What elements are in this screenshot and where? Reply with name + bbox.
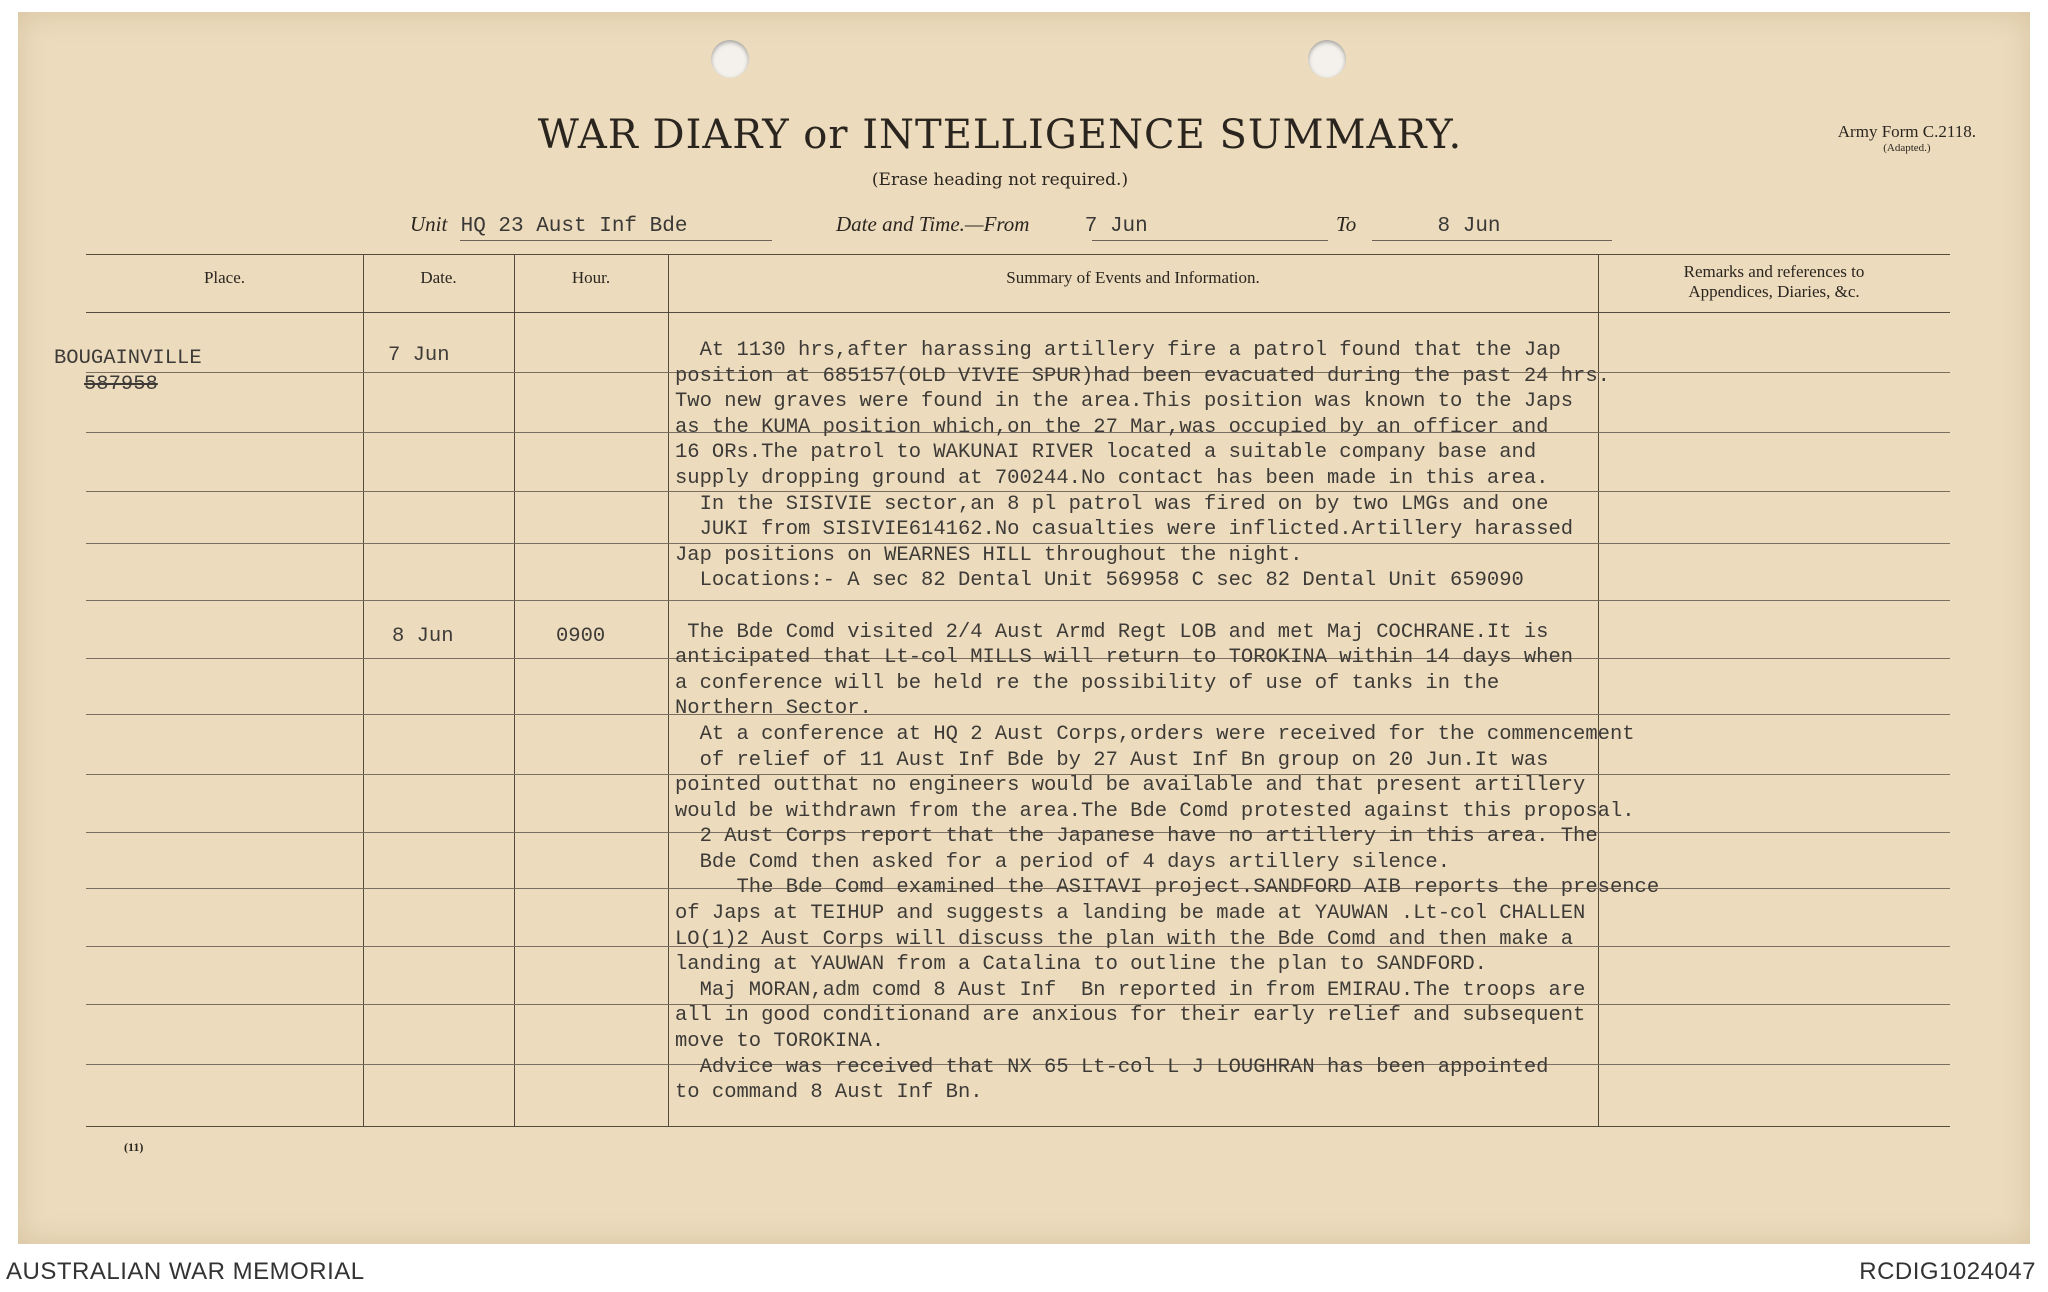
date-to-value: 8 Jun [1437,215,1501,238]
summary-line: supply dropping ground at 700244.No contact has been made in this area. [675,466,1549,490]
date-to-field [1336,212,1501,238]
summary-line: In the SISIVIE sector,an 8 pl patrol was fired on by two LMGs and one [675,492,1549,516]
summary-line: Maj MORAN,adm comd 8 Aust Inf Bn reported in from EMIRAU.The troops are [675,978,1586,1002]
summary-line: anticipated that Lt-col MILLS will return to TOROKINA within 14 days when [675,646,1574,670]
summary-text [675,338,1659,1106]
form-number: (11) [124,1140,144,1154]
summary-line: Locations:- A sec 82 Dental Unit 569958 C sec 82 Dental Unit 659090 [675,569,1524,593]
summary-line: The Bde Comd examined the ASITAVI project.SANDFORD AIB reports the presence [675,876,1660,900]
summary-line: a conference will be held re the possibility of use of tanks in the [675,671,1500,695]
date-to-label: To [1336,212,1357,236]
summary-line: At 1130 hrs,after harassing artillery fire a patrol found that the Jap [675,339,1561,362]
summary-line: Jap positions on WEARNES HILL throughout the night. [675,543,1303,567]
summary-line: Northern Sector. [675,697,872,721]
summary-line: position at 685157(OLD VIVIE SPUR)had been evacuated during the past 24 hrs. [675,364,1610,388]
summary-line: Advice was received that NX 65 Lt-col L J LOUGHRAN has been appointed [675,1055,1549,1079]
unit-field [410,212,687,238]
summary-line: would be withdrawn from the area.The Bde Comd protested against this proposal. [675,799,1635,823]
summary-line: LO(1)2 Aust Corps will discuss the plan with the Bde Comd and then make a [675,927,1574,951]
place-reference: 587958 [84,373,158,396]
summary-line: 16 ORs.The patrol to WAKUNAI RIVER located a suitable company base and [675,441,1537,465]
summary-line: to command 8 Aust Inf Bn. [675,1081,983,1105]
unit-underline [460,240,772,241]
column-divider-place [363,254,364,1126]
date-from-value: 7 Jun [1084,215,1148,238]
date-from-label: Date and Time.—From [836,212,1030,236]
summary-line: At a conference at HQ 2 Aust Corps,orders were received for the commencement [675,722,1635,746]
summary-line [675,594,1659,620]
column-header-hour: Hour. [571,268,611,287]
table-top-border [86,254,1950,255]
remarks-header-line2: Appendices, Diaries, &c. [1688,282,1860,301]
table-header-border [86,312,1950,313]
column-header-summary: Summary of Events and Information. [1006,268,1260,287]
summary-line: Two new graves were found in the area.This position was known to the Japs [675,390,1574,414]
army-form-note: (Adapted.) [1883,142,1931,154]
punch-hole-left [711,40,749,78]
summary-line: The Bde Comd visited 2/4 Aust Armd Regt LOB and met Maj COCHRANE.It is [675,620,1549,644]
footer-archive-name: AUSTRALIAN WAR MEMORIAL [6,1258,365,1285]
summary-line: Bde Comd then asked for a period of 4 days artillery silence. [675,850,1451,874]
diary-table [54,254,1950,1126]
column-divider-hour [668,254,669,1126]
summary-line: JUKI from SISIVIE614162.No casualties were inflicted.Artillery harassed [675,518,1574,542]
summary-line: 2 Aust Corps report that the Japanese have no artillery in this area. The [675,825,1598,849]
entry2-hour: 0900 [556,625,606,648]
summary-line: pointed outthat no engineers would be available and that present artillery [675,774,1586,798]
column-header-remarks [1598,262,1950,302]
date-to-underline [1372,240,1612,241]
footer-record-id: RCDIG1024047 [1859,1258,2036,1285]
summary-line: as the KUMA position which,on the 27 Mar,was occupied by an officer and [675,415,1549,439]
date-from-field [836,212,1148,238]
unit-label: Unit [410,212,448,236]
entry2-date: 8 Jun [392,625,454,648]
place-cell: BOUGAINVILLE [54,347,202,370]
summary-line: landing at YAUWAN from a Catalina to outline the plan to SANDFORD. [675,953,1487,977]
unit-value: HQ 23 Aust Inf Bde [460,215,688,238]
summary-line: of relief of 11 Aust Inf Bde by 27 Aust Inf Bn group on 20 Jun.It was [675,748,1549,772]
column-header-place: Place. [203,268,246,287]
summary-line: of Japs at TEIHUP and suggests a landing be made at YAUWAN .Lt-col CHALLEN [675,902,1586,926]
remarks-header-line1: Remarks and references to [1683,262,1865,281]
entry1-date: 7 Jun [388,344,450,367]
summary-line: move to TOROKINA. [675,1030,885,1054]
column-divider-date [514,254,515,1126]
date-from-underline [1092,240,1328,241]
table-bottom-border [86,1126,1950,1127]
column-header-date: Date. [420,268,457,287]
punch-hole-right [1308,40,1346,78]
form-title: WAR DIARY or INTELLIGENCE SUMMARY. [537,112,1463,158]
army-form-label [1838,122,1976,154]
summary-line: all in good conditionand are anxious for their early relief and subsequent [675,1004,1586,1028]
form-subtitle: (Erase heading not required.) [871,170,1129,190]
army-form-number: Army Form C.2118. [1837,122,1976,141]
